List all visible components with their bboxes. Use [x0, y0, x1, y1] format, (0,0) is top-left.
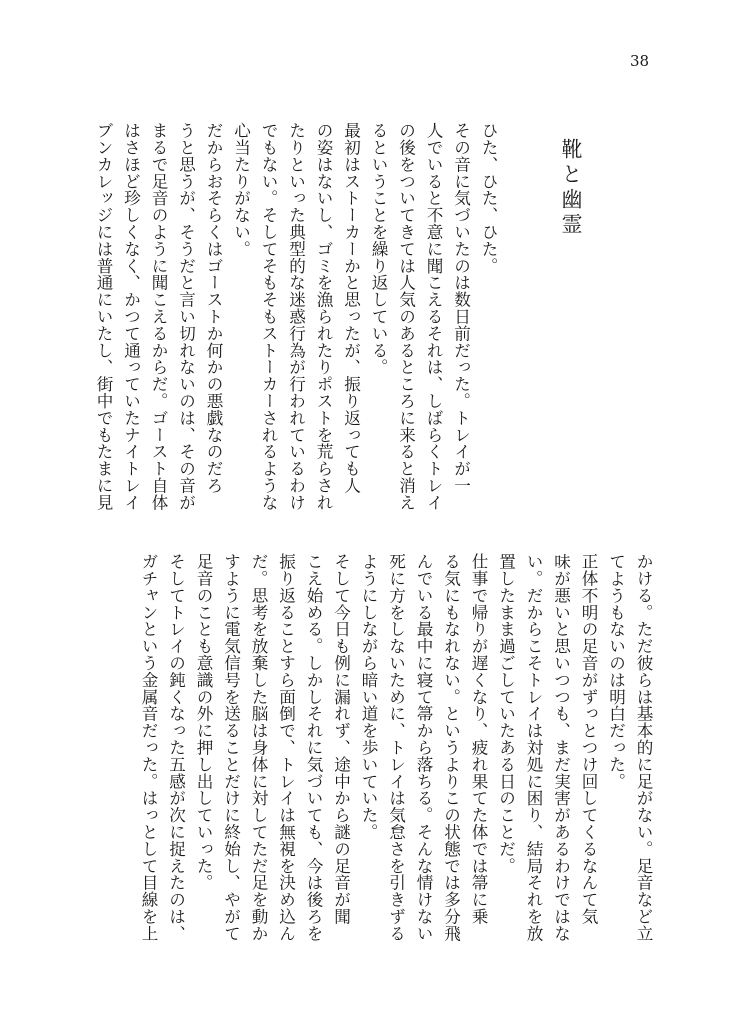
text-line: こえ始める。しかしそれに気づいても、今は後ろを — [304, 553, 323, 942]
text-line: うと思うが、そうだと言い切れないのは、その音が — [176, 122, 196, 511]
text-line: ようにしながら暗い道を歩いていた。 — [359, 553, 378, 841]
text-line: る気にもなれない。というよりこの状態では多分飛 — [441, 553, 461, 942]
text-line: ひた、ひた、ひた。 — [479, 122, 498, 275]
text-line: 死に方をしないために、トレイは気怠さを引きずる — [386, 553, 406, 942]
text-line: でもない。そしてそもそもストーカーされるような — [259, 122, 278, 511]
text-line: 心当たりがない。 — [231, 122, 251, 258]
text-line: 振り返ることすら面倒で、トレイは無視を決め込ん — [276, 553, 296, 942]
text-line: はさほど珍しくなく、かつて通っていたナイトレイ — [121, 122, 141, 511]
text-line: ガチャンという金属音だった。はっとして目線を上 — [139, 553, 158, 942]
text-line: んでいる最中に寝て箒から落ちる。そんな情けない — [414, 553, 433, 942]
text-line: そしてトレイの鈍くなった五感が次に捉えたのは、 — [166, 553, 186, 942]
text-line: そして今日も例に漏れず、途中から謎の足音が聞 — [331, 553, 351, 925]
text-line: だからおそらくはゴーストか何かの悪戯なのだろ — [204, 122, 223, 494]
page-number: 38 — [630, 52, 650, 70]
text-line: の姿はないし、ゴミを漁られたりポストを荒らされ — [314, 122, 333, 511]
text-line: の後をついてきては人気のあるところに来ると消え — [396, 122, 416, 511]
text-line: 最初はストーカーかと思ったが、振り返っても人 — [341, 122, 361, 494]
text-line: ブンカレッジには普通にいたし、街中でもたまに見 — [94, 122, 113, 511]
text-line: すように電気信号を送ることだけに終始し、やがて — [221, 553, 241, 942]
text-line: その音に気づいたのは数日前だった。トレイが一 — [451, 122, 471, 494]
chapter-title: 靴と幽霊 — [559, 138, 583, 238]
text-line: たりといった典型的な迷惑行為が行われているわけ — [286, 122, 306, 511]
text-line: い。だからこそトレイは対処に困り、結局それを放 — [524, 553, 543, 942]
text-line: 人でいると不意に聞こえるそれは、しばらくトレイ — [424, 122, 443, 511]
text-line: 味が悪いと思いつつも、まだ実害があるわけではな — [551, 553, 571, 942]
text-line: だ。思考を放棄した脳は身体に対してただ足を動か — [249, 553, 268, 942]
text-line: 足音のことも意識の外に押し出していった。 — [194, 553, 213, 891]
text-line: かける。ただ彼らは基本的に足がない。足音など立 — [634, 553, 653, 942]
text-line: 置したまま過ごしていたある日のことだ。 — [496, 553, 516, 875]
text-block-top — [90, 122, 503, 512]
text-line: てようもないのは明白だった。 — [606, 553, 626, 790]
text-line: 正体不明の足音がずっとつけ回してくるなんて気 — [579, 553, 598, 925]
text-block-bottom — [135, 553, 658, 943]
text-line: るということを繰り返している。 — [369, 122, 388, 376]
text-line: まるで足音のように聞こえるからだ。ゴースト自体 — [149, 122, 168, 511]
text-line: 仕事で帰りが遅くなり、疲れ果てた体では箒に乗 — [469, 553, 488, 925]
